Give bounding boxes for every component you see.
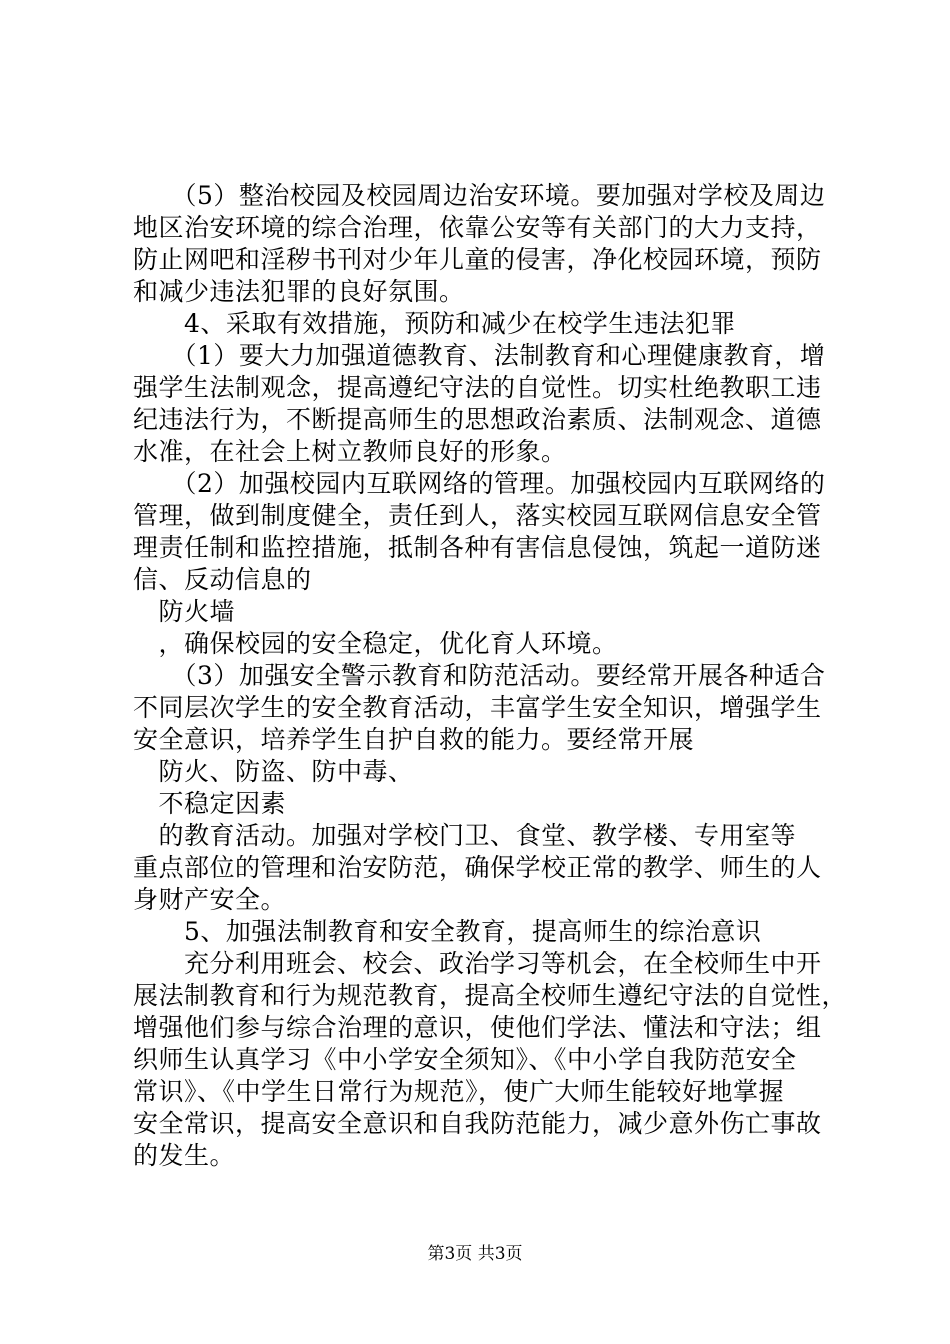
section-heading: 4、采取有效措施，预防和减少在校学生违法犯罪 (133, 309, 736, 338)
body-line: 水准，在社会上树立教师良好的形象。 (133, 437, 567, 466)
body-line: 不同层次学生的安全教育活动，丰富学生安全知识，增强学生 (133, 693, 822, 722)
body-line: （1）要大力加强道德教育、法制教育和心理健康教育，增 (133, 341, 826, 370)
body-line: 展法制教育和行为规范教育，提高全校师生遵纪守法的自觉性， (133, 981, 848, 1010)
body-line: （5）整治校园及校园周边治安环境。要加强对学校及周边 (133, 181, 826, 210)
body-line: 织师生认真学习《中小学安全须知》、《中小学自我防范安全 (133, 1045, 797, 1074)
body-line: 增强他们参与综合治理的意识，使他们学法、懂法和守法；组 (133, 1013, 822, 1042)
body-line: 常识》、《中学生日常行为规范》，使广大师生能较好地掌握 (133, 1077, 785, 1106)
body-line: 的教育活动。加强对学校门卫、食堂、教学楼、专用室等 (133, 821, 797, 850)
body-line: 不稳定因素 (133, 789, 287, 818)
body-line: （2）加强校园内互联网络的管理。加强校园内互联网络的 (133, 469, 826, 498)
body-line: 管理，做到制度健全，责任到人，落实校园互联网信息安全管 (133, 501, 822, 530)
body-line: 身财产安全。 (133, 885, 287, 914)
body-line: 充分利用班会、校会、政治学习等机会，在全校师生中开 (133, 949, 822, 978)
body-line: 安全常识，提高安全意识和自我防范能力，减少意外伤亡事故 (133, 1109, 822, 1138)
body-line: 的发生。 (133, 1141, 236, 1170)
body-line: 强学生法制观念，提高遵纪守法的自觉性。切实杜绝教职工违 (133, 373, 822, 402)
body-line: 地区治安环境的综合治理，依靠公安等有关部门的大力支持， (133, 213, 822, 242)
page-number-footer: 第3页 共3页 (427, 1244, 523, 1264)
body-line: 和减少违法犯罪的良好氛围。 (133, 277, 465, 306)
body-line: 防火墙 (133, 597, 236, 626)
body-line: 重点部位的管理和治安防范，确保学校正常的教学、师生的人 (133, 853, 822, 882)
body-line: 信、反动信息的 (133, 565, 312, 594)
body-line: ，确保校园的安全稳定，优化育人环境。 (133, 629, 618, 658)
body-line: 安全意识，培养学生自护自救的能力。要经常开展 (133, 725, 695, 754)
body-line: （3）加强安全警示教育和防范活动。要经常开展各种适合 (133, 661, 826, 690)
body-line: 防火、防盗、防中毒、 (133, 757, 414, 786)
section-heading: 5、加强法制教育和安全教育，提高师生的综治意识 (133, 917, 762, 946)
body-line: 理责任制和监控措施，抵制各种有害信息侵蚀，筑起一道防迷 (133, 533, 822, 562)
body-line: 防止网吧和淫秽书刊对少年儿童的侵害，净化校园环境，预防 (133, 245, 822, 274)
body-line: 纪违法行为，不断提高师生的思想政治素质、法制观念、道德 (133, 405, 822, 434)
